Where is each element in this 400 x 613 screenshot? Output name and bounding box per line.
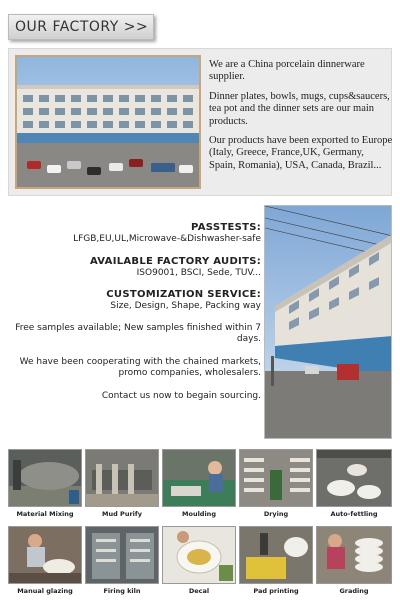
pass-tests-text: LFGB,EU,UL,Microwave-&Dishwasher-safe [73,234,261,244]
process-step [162,526,236,595]
intro-panel [8,48,392,196]
process-step [316,449,392,518]
process-step [8,449,82,518]
cooperation-text: We have been cooperating with the chained markets, promo companies, wholesalers. [19,356,261,378]
customization-text: Size, Design, Shape, Packing way [110,301,261,311]
process-label: Grading [339,587,369,595]
samples-text: Free samples available; New samples finished within 7 days. [15,322,261,344]
manual-glazing-photo [8,526,82,584]
process-label: Pad printing [253,587,299,595]
intro-paragraph: We are a China porcelain dinnerware supplier. [209,59,365,83]
factory-front-photo [15,55,201,189]
process-label: Material Mixing [16,510,74,518]
auto-fettling-photo [316,449,392,507]
section-title: OUR FACTORY >> [8,14,154,40]
mud-purify-photo [85,449,159,507]
process-label: Manual glazing [17,587,73,595]
factory-side-photo [264,205,392,439]
process-step [8,526,82,595]
process-step [239,526,313,595]
process-label: Firing kiln [103,587,141,595]
contact-text: Contact us now to begain sourcing. [101,390,261,401]
customization-heading: CUSTOMIZATION SERVICE: [106,289,261,300]
audits-text: ISO9001, BSCI, Sede, TUV... [136,267,261,278]
process-step [162,449,236,518]
pad-printing-photo [239,526,313,584]
decal-photo [162,526,236,584]
pass-tests-heading: PASSTESTS: [191,222,261,233]
intro-paragraph: Our products have been exported to Europe (Italy, Greece, France,UK, Germany, Spain, Romania), USA, Canada, Brazil... [209,135,393,171]
process-label: Drying [263,510,289,518]
factory-details [8,222,261,413]
firing-kiln-photo [85,526,159,584]
process-step [85,526,159,595]
grading-photo [316,526,392,584]
process-step [316,526,392,595]
drying-photo [239,449,313,507]
process-label: Decal [188,587,210,595]
intro-text [209,59,393,179]
process-step [85,449,159,518]
intro-paragraph: Dinner plates, bowls, mugs, cups&saucers, tea pot and the dinner sets are our main products. [209,90,390,127]
moulding-photo [162,449,236,507]
process-step [239,449,313,518]
audits-heading: AVAILABLE FACTORY AUDITS: [89,255,261,267]
process-label: Moulding [182,510,216,518]
material-mixing-photo [8,449,82,507]
process-label: Mud Purify [102,510,142,518]
process-label: Auto-fettling [330,510,378,518]
